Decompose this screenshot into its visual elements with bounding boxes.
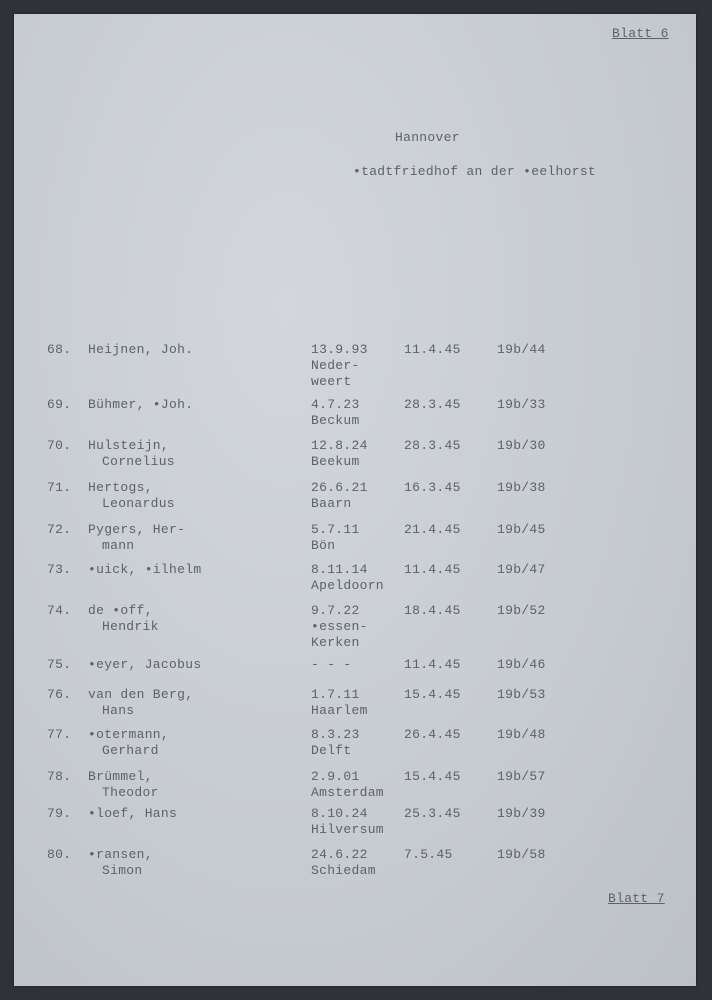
- table-row: [14, 847, 696, 899]
- entry-number: 72.: [47, 522, 72, 537]
- person-name-continued: Leonardus: [102, 496, 175, 511]
- birth-place: Bön: [311, 538, 336, 553]
- entry-number: 79.: [47, 806, 72, 821]
- sheet-number-bottom: Blatt 7: [608, 891, 665, 906]
- person-name: •uick, •ilhelm: [88, 562, 202, 577]
- birth-date: 13.9.93: [311, 342, 368, 357]
- birth-place: Amsterdam: [311, 785, 384, 800]
- death-date: 21.4.45: [404, 522, 461, 537]
- birth-place-continued: Kerken: [311, 635, 360, 650]
- person-name: •ransen,: [88, 847, 153, 862]
- birth-place: •essen-: [311, 619, 368, 634]
- birth-date: 24.6.22: [311, 847, 368, 862]
- grave-number: 19b/33: [497, 397, 546, 412]
- birth-place: Haarlem: [311, 703, 368, 718]
- person-name: Hulsteijn,: [88, 438, 170, 453]
- person-name-continued: Hans: [102, 703, 135, 718]
- birth-place: Baarn: [311, 496, 352, 511]
- sheet-number-top: Blatt 6: [612, 26, 669, 41]
- birth-date: 12.8.24: [311, 438, 368, 453]
- entry-number: 78.: [47, 769, 72, 784]
- death-date: 7.5.45: [404, 847, 453, 862]
- entry-number: 70.: [47, 438, 72, 453]
- person-name: •eyer, Jacobus: [88, 657, 202, 672]
- person-name: •otermann,: [88, 727, 170, 742]
- birth-place-continued: weert: [311, 374, 352, 389]
- entry-number: 74.: [47, 603, 72, 618]
- entry-number: 68.: [47, 342, 72, 357]
- birth-place: Beckum: [311, 413, 360, 428]
- grave-number: 19b/47: [497, 562, 546, 577]
- death-date: 15.4.45: [404, 687, 461, 702]
- person-name: •loef, Hans: [88, 806, 178, 821]
- birth-date: 8.11.14: [311, 562, 368, 577]
- person-name-continued: Theodor: [102, 785, 159, 800]
- grave-number: 19b/58: [497, 847, 546, 862]
- death-date: 11.4.45: [404, 342, 461, 357]
- table-row: [14, 603, 696, 655]
- death-date: 11.4.45: [404, 562, 461, 577]
- birth-date: 4.7.23: [311, 397, 360, 412]
- entry-number: 71.: [47, 480, 72, 495]
- birth-place: Neder-: [311, 358, 360, 373]
- grave-number: 19b/46: [497, 657, 546, 672]
- death-date: 16.3.45: [404, 480, 461, 495]
- grave-number: 19b/30: [497, 438, 546, 453]
- birth-date: - - -: [311, 657, 352, 672]
- death-date: 26.4.45: [404, 727, 461, 742]
- birth-place: Hilversum: [311, 822, 384, 837]
- grave-number: 19b/53: [497, 687, 546, 702]
- death-date: 28.3.45: [404, 438, 461, 453]
- person-name: Hertogs,: [88, 480, 153, 495]
- death-date: 25.3.45: [404, 806, 461, 821]
- death-date: 11.4.45: [404, 657, 461, 672]
- birth-place: Beekum: [311, 454, 360, 469]
- person-name: Pygers, Her-: [88, 522, 186, 537]
- person-name-continued: Simon: [102, 863, 143, 878]
- entry-number: 69.: [47, 397, 72, 412]
- entry-number: 76.: [47, 687, 72, 702]
- document-page: [14, 14, 696, 986]
- grave-number: 19b/39: [497, 806, 546, 821]
- entry-number: 73.: [47, 562, 72, 577]
- grave-number: 19b/57: [497, 769, 546, 784]
- person-name-continued: mann: [102, 538, 135, 553]
- person-name: van den Berg,: [88, 687, 194, 702]
- entry-number: 75.: [47, 657, 72, 672]
- birth-date: 26.6.21: [311, 480, 368, 495]
- birth-date: 9.7.22: [311, 603, 360, 618]
- death-date: 18.4.45: [404, 603, 461, 618]
- person-name-continued: Hendrik: [102, 619, 159, 634]
- grave-number: 19b/44: [497, 342, 546, 357]
- grave-number: 19b/38: [497, 480, 546, 495]
- death-date: 15.4.45: [404, 769, 461, 784]
- person-name: Brümmel,: [88, 769, 153, 784]
- birth-place: Schiedam: [311, 863, 376, 878]
- birth-date: 2.9.01: [311, 769, 360, 784]
- person-name: Heijnen, Joh.: [88, 342, 194, 357]
- person-name: de •off,: [88, 603, 153, 618]
- person-name-continued: Cornelius: [102, 454, 175, 469]
- birth-place: Apeldoorn: [311, 578, 384, 593]
- grave-number: 19b/45: [497, 522, 546, 537]
- city-heading: Hannover: [395, 130, 460, 145]
- birth-place: Delft: [311, 743, 352, 758]
- birth-date: 8.3.23: [311, 727, 360, 742]
- grave-number: 19b/52: [497, 603, 546, 618]
- person-name: Bühmer, •Joh.: [88, 397, 194, 412]
- birth-date: 5.7.11: [311, 522, 360, 537]
- entry-number: 77.: [47, 727, 72, 742]
- birth-date: 8.10.24: [311, 806, 368, 821]
- cemetery-heading: •tadtfriedhof an der •eelhorst: [353, 164, 597, 179]
- person-name-continued: Gerhard: [102, 743, 159, 758]
- table-row: [14, 342, 696, 394]
- entry-number: 80.: [47, 847, 72, 862]
- death-date: 28.3.45: [404, 397, 461, 412]
- grave-number: 19b/48: [497, 727, 546, 742]
- birth-date: 1.7.11: [311, 687, 360, 702]
